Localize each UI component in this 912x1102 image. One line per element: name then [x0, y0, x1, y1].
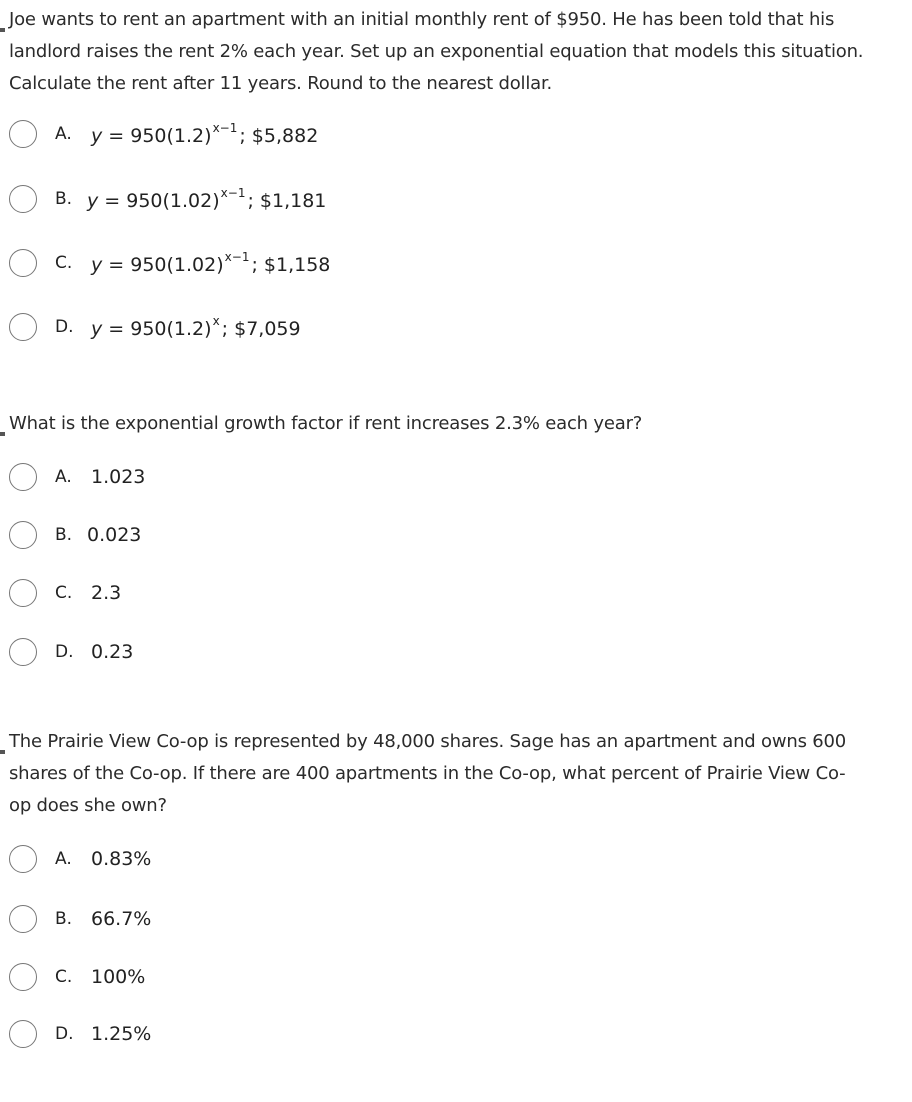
q3-option-c-radio[interactable]: [9, 963, 37, 991]
q1-option-d-radio[interactable]: [9, 313, 37, 341]
q3-option-a-letter: A.: [55, 849, 72, 869]
q1-option-b[interactable]: [9, 183, 326, 215]
q3-option-d-radio[interactable]: [9, 1020, 37, 1048]
q1-option-c-letter: C.: [55, 253, 73, 273]
q3-option-a[interactable]: [9, 843, 151, 875]
q2-option-a-letter: A.: [55, 467, 72, 487]
q3-option-c[interactable]: [9, 961, 145, 993]
q2-option-a-value: 1.023: [91, 466, 146, 488]
q2-option-b-letter: B.: [55, 525, 73, 545]
q2-option-b-radio[interactable]: [9, 521, 37, 549]
q1-option-c[interactable]: [9, 247, 330, 279]
q3-option-b-value: 66.7%: [91, 908, 152, 930]
q3-option-c-letter: C.: [55, 967, 73, 987]
q3-option-b[interactable]: [9, 903, 151, 935]
q1-option-b-equation: $y = 950(1.02)^{x-1}$ ; $1,181: [87, 186, 327, 212]
q2-option-d-radio[interactable]: [9, 638, 37, 666]
q3-option-a-radio[interactable]: [9, 845, 37, 873]
question-1-text: Joe wants to rent an apartment with an initial monthly rent of $950. He has been told that his landlord raises the rent 2% each year. Set up an exponential equation that models this situation. Calculate the rent after 11 years. Round to the nearest dollar.: [9, 9, 864, 94]
question-2-text: What is the exponential growth factor if rent increases 2.3% each year?: [9, 413, 643, 434]
q3-option-c-value: 100%: [91, 966, 146, 988]
q2-option-c-radio[interactable]: [9, 579, 37, 607]
q1-option-a[interactable]: [9, 118, 318, 150]
q3-option-d-value: 1.25%: [91, 1023, 152, 1045]
q1-option-a-letter: A.: [55, 124, 72, 144]
q3-option-d[interactable]: [9, 1018, 151, 1050]
q2-option-c-letter: C.: [55, 583, 73, 603]
q1-option-b-radio[interactable]: [9, 185, 37, 213]
q2-option-d-value: 0.23: [91, 641, 134, 663]
question-2-marker: [0, 432, 5, 436]
q3-option-b-radio[interactable]: [9, 905, 37, 933]
q1-option-d-letter: D.: [55, 317, 74, 337]
q2-option-b[interactable]: [9, 519, 141, 551]
question-3-text: The Prairie View Co-op is represented by 48,000 shares. Sage has an apartment and owns 600 shares of the Co-op. If there are 400 apartments in the Co-op, what percent of Prairie View Co- op does she own?: [9, 731, 847, 816]
q2-option-a-radio[interactable]: [9, 463, 37, 491]
q1-option-d-equation: $y = 950(1.2)^x$ ; $7,059: [91, 314, 301, 340]
q2-option-a[interactable]: [9, 461, 145, 493]
q3-option-a-value: 0.83%: [91, 848, 152, 870]
question-3-marker: [0, 750, 5, 754]
q3-option-d-letter: D.: [55, 1024, 74, 1044]
q1-option-c-radio[interactable]: [9, 249, 37, 277]
q1-option-d[interactable]: [9, 311, 301, 343]
q1-option-a-radio[interactable]: [9, 120, 37, 148]
q2-option-c-value: 2.3: [91, 582, 122, 604]
q1-option-b-letter: B.: [55, 189, 73, 209]
q2-option-c[interactable]: [9, 577, 121, 609]
q2-option-b-value: 0.023: [87, 524, 142, 546]
q1-option-c-equation: $y = 950(1.02)^{x-1}$ ; $1,158: [91, 250, 331, 276]
q2-option-d[interactable]: [9, 636, 133, 668]
question-1-marker: [0, 28, 5, 32]
q2-option-d-letter: D.: [55, 642, 74, 662]
q3-option-b-letter: B.: [55, 909, 73, 929]
q1-option-a-equation: $y = 950(1.2)^{x-1}$ ; $5,882: [91, 121, 319, 147]
